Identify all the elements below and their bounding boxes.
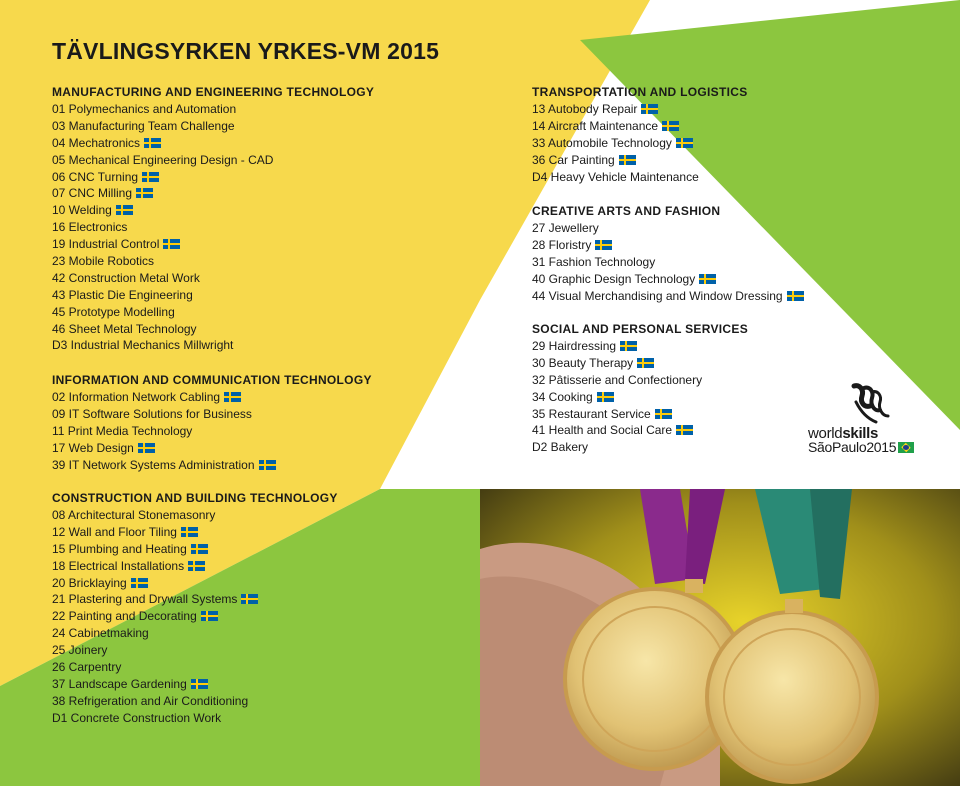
skill-label: 06 CNC Turning	[52, 169, 139, 184]
skill-label: 16 Electronics	[52, 220, 128, 235]
skill-label: 30 Beauty Therapy	[532, 355, 634, 370]
skill-item	[532, 101, 748, 118]
section-heading: MANUFACTURING AND ENGINEERING TECHNOLOGY	[52, 85, 375, 99]
skill-item	[532, 372, 748, 389]
sweden-flag-icon	[191, 544, 208, 554]
skill-label: 25 Joinery	[52, 643, 108, 658]
section-social	[532, 321, 748, 456]
skill-item	[52, 337, 374, 354]
skill-item	[52, 541, 338, 558]
skill-list	[52, 507, 338, 727]
skill-item	[52, 693, 338, 710]
skill-label: 14 Aircraft Maintenance	[532, 118, 659, 133]
logo-wordmark: worldskills	[808, 425, 879, 442]
skill-item	[532, 118, 748, 135]
skill-item	[52, 236, 374, 253]
skill-item	[52, 118, 374, 135]
skill-label: 21 Plastering and Drywall Systems	[52, 592, 238, 607]
sweden-flag-icon	[131, 578, 148, 588]
sweden-flag-icon	[181, 527, 198, 537]
skill-label: 27 Jewellery	[532, 221, 599, 235]
section-heading: INFORMATION AND COMMUNICATION TECHNOLOGY	[52, 373, 372, 387]
sweden-flag-icon	[188, 561, 205, 571]
skill-label: D1 Concrete Construction Work	[52, 710, 222, 725]
skill-list	[532, 220, 804, 304]
sweden-flag-icon	[142, 172, 159, 182]
skill-item	[532, 406, 748, 423]
skill-item	[52, 524, 338, 541]
skill-list	[532, 101, 748, 185]
skill-label: D4 Heavy Vehicle Maintenance	[532, 169, 699, 184]
skill-label: 41 Health and Social Care	[532, 423, 673, 438]
sweden-flag-icon	[619, 155, 636, 165]
sweden-flag-icon	[676, 425, 693, 435]
skill-label: 26 Carpentry	[52, 660, 122, 675]
skill-label: 23 Mobile Robotics	[52, 254, 155, 269]
sweden-flag-icon	[116, 205, 133, 215]
skill-label: 31 Fashion Technology	[532, 254, 656, 269]
skill-item	[52, 591, 338, 608]
skill-item	[52, 507, 338, 524]
skill-label: D2 Bakery	[532, 440, 589, 455]
skill-item	[52, 202, 374, 219]
skill-label: 37 Landscape Gardening	[52, 676, 187, 691]
sweden-flag-icon	[144, 138, 161, 148]
skill-item	[532, 271, 804, 288]
skill-label: 19 Industrial Control	[52, 237, 160, 252]
skill-label: 22 Painting and Decorating	[52, 609, 197, 624]
sweden-flag-icon	[641, 104, 658, 114]
skill-item	[52, 457, 372, 474]
skill-label: 39 IT Network Systems Administration	[52, 457, 255, 472]
skill-label: 44 Visual Merchandising and Window Dressing	[532, 288, 783, 303]
skill-item	[532, 135, 748, 152]
skill-label: 36 Car Painting	[532, 152, 615, 167]
skill-item	[532, 355, 748, 372]
skill-label: D3 Industrial Mechanics Millwright	[52, 338, 234, 353]
skill-label: 07 CNC Milling	[52, 186, 133, 201]
skill-label: 02 Information Network Cabling	[52, 390, 221, 404]
skill-label: 45 Prototype Modelling	[52, 304, 175, 319]
skill-item	[52, 440, 372, 457]
skill-item	[52, 423, 372, 440]
skill-item	[532, 389, 748, 406]
skill-item	[52, 253, 374, 270]
section-manufacturing	[52, 84, 374, 354]
skill-label: 42 Construction Metal Work	[52, 270, 200, 285]
section-transport	[532, 84, 748, 185]
sweden-flag-icon	[241, 594, 258, 604]
sweden-flag-icon	[163, 239, 180, 249]
sweden-flag-icon	[597, 392, 614, 402]
skill-label: 12 Wall and Floor Tiling	[52, 524, 177, 539]
section-heading: TRANSPORTATION AND LOGISTICS	[532, 85, 748, 99]
skill-label: 10 Welding	[52, 203, 112, 218]
skill-label: 35 Restaurant Service	[532, 406, 651, 421]
sweden-flag-icon	[259, 460, 276, 470]
sweden-flag-icon	[620, 341, 637, 351]
skill-label: 46 Sheet Metal Technology	[52, 321, 197, 336]
skill-label: 43 Plastic Die Engineering	[52, 287, 193, 302]
sweden-flag-icon	[191, 679, 208, 689]
skill-item	[52, 642, 338, 659]
skill-item	[52, 659, 338, 676]
skill-list	[52, 389, 372, 473]
skill-label: 40 Graphic Design Technology	[532, 271, 696, 286]
sweden-flag-icon	[637, 358, 654, 368]
skill-label: 08 Architectural Stonemasonry	[52, 508, 216, 522]
skill-label: 11 Print Media Technology	[52, 423, 193, 438]
medals-illustration	[480, 489, 960, 786]
skill-item	[52, 389, 372, 406]
skill-item	[52, 152, 374, 169]
skill-label: 18 Electrical Installations	[52, 558, 185, 573]
skill-list	[532, 338, 748, 456]
skill-item	[52, 406, 372, 423]
skill-item	[532, 169, 748, 186]
skill-item	[52, 219, 374, 236]
skill-item	[532, 152, 748, 169]
skill-label: 28 Floristry	[532, 237, 592, 252]
skill-label: 38 Refrigeration and Air Conditioning	[52, 693, 249, 708]
skill-item	[532, 237, 804, 254]
skill-item	[52, 287, 374, 304]
skill-label: 20 Bricklaying	[52, 575, 127, 590]
sweden-flag-icon	[201, 611, 218, 621]
page-title: TÄVLINGSYRKEN YRKES-VM 2015	[52, 38, 440, 64]
skill-label: 15 Plumbing and Heating	[52, 541, 187, 556]
skill-label: 24 Cabinetmaking	[52, 626, 149, 641]
skill-item	[52, 625, 338, 642]
section-ict	[52, 372, 372, 473]
skill-label: 29 Hairdressing	[532, 339, 617, 353]
sweden-flag-icon	[676, 138, 693, 148]
worldskills-logo	[806, 382, 918, 458]
skill-label: 09 IT Software Solutions for Business	[52, 406, 252, 421]
skill-item	[52, 135, 374, 152]
brazil-flag-icon	[898, 442, 914, 453]
sweden-flag-icon	[224, 392, 241, 402]
section-heading: CREATIVE ARTS AND FASHION	[532, 204, 721, 218]
sweden-flag-icon	[138, 443, 155, 453]
section-construction	[52, 490, 338, 727]
section-heading: CONSTRUCTION AND BUILDING TECHNOLOGY	[52, 491, 338, 505]
skill-label: 01 Polymechanics and Automation	[52, 102, 237, 116]
sweden-flag-icon	[595, 240, 612, 250]
skill-item	[532, 439, 748, 456]
skill-list	[52, 101, 374, 354]
skill-label: 32 Pâtisserie and Confectionery	[532, 372, 703, 387]
skill-label: 05 Mechanical Engineering Design - CAD	[52, 152, 274, 167]
skill-label: 17 Web Design	[52, 440, 134, 455]
sweden-flag-icon	[699, 274, 716, 284]
sweden-flag-icon	[655, 409, 672, 419]
skill-item	[52, 575, 338, 592]
skill-item	[52, 321, 374, 338]
skill-item	[532, 220, 804, 237]
skill-item	[52, 608, 338, 625]
sweden-flag-icon	[662, 121, 679, 131]
skill-label: 34 Cooking	[532, 389, 593, 404]
skill-item	[52, 304, 374, 321]
skill-label: 03 Manufacturing Team Challenge	[52, 118, 235, 133]
skill-item	[52, 169, 374, 186]
logo-city: SãoPaulo2015	[808, 439, 914, 455]
sweden-flag-icon	[787, 291, 804, 301]
skill-item	[532, 338, 748, 355]
sweden-flag-icon	[136, 188, 153, 198]
skill-label: 04 Mechatronics	[52, 135, 141, 150]
medals-photo	[480, 489, 960, 786]
section-creative	[532, 203, 804, 304]
skill-label: 13 Autobody Repair	[532, 102, 638, 116]
skill-item	[52, 558, 338, 575]
skill-item	[52, 270, 374, 287]
skill-item	[532, 422, 748, 439]
skill-item	[52, 676, 338, 693]
skill-item	[52, 185, 374, 202]
skill-item	[52, 101, 374, 118]
section-heading: SOCIAL AND PERSONAL SERVICES	[532, 322, 748, 336]
skill-item	[52, 710, 338, 727]
skill-label: 33 Automobile Technology	[532, 135, 672, 150]
skill-item	[532, 254, 804, 271]
skill-item	[532, 288, 804, 305]
worldskills-mark-icon	[850, 382, 890, 424]
